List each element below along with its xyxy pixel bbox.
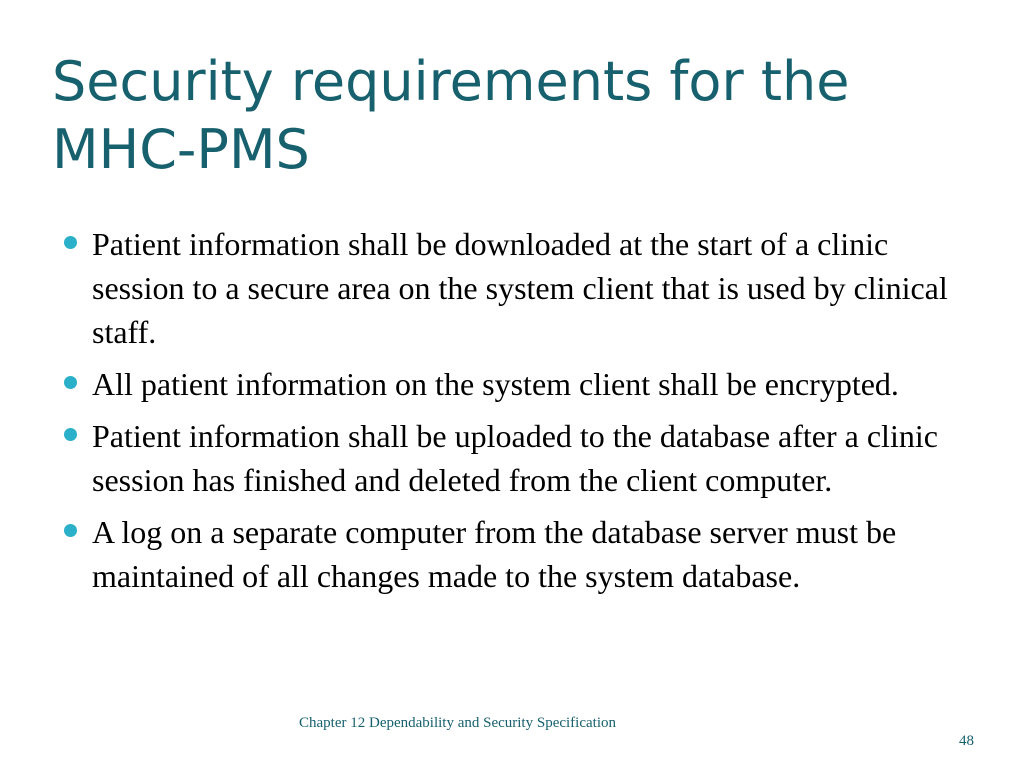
footer-caption: Chapter 12 Dependability and Security Specification bbox=[299, 715, 616, 731]
page-number: 48 bbox=[959, 733, 974, 749]
bullet-item bbox=[60, 222, 980, 354]
bullet-dot-icon bbox=[64, 428, 77, 441]
bullet-dot-icon bbox=[64, 376, 77, 389]
slide-title: Security requirements for the MHC-PMS bbox=[52, 50, 850, 181]
bullet-text: Patient information shall be uploaded to the database after a clinic session has finished and deleted from the client computer. bbox=[92, 418, 938, 498]
bullet-list bbox=[60, 222, 980, 606]
bullet-item bbox=[60, 510, 980, 598]
bullet-text: A log on a separate computer from the database server must be maintained of all changes made to the system database. bbox=[92, 514, 897, 594]
bullet-dot-icon bbox=[64, 524, 77, 537]
bullet-text: All patient information on the system client shall be encrypted. bbox=[92, 366, 899, 402]
bullet-text: Patient information shall be downloaded at the start of a clinic session to a secure area on the system client that is used by clinical staff. bbox=[92, 226, 948, 350]
bullet-item bbox=[60, 414, 980, 502]
bullet-item bbox=[60, 362, 980, 406]
bullet-dot-icon bbox=[64, 236, 77, 249]
